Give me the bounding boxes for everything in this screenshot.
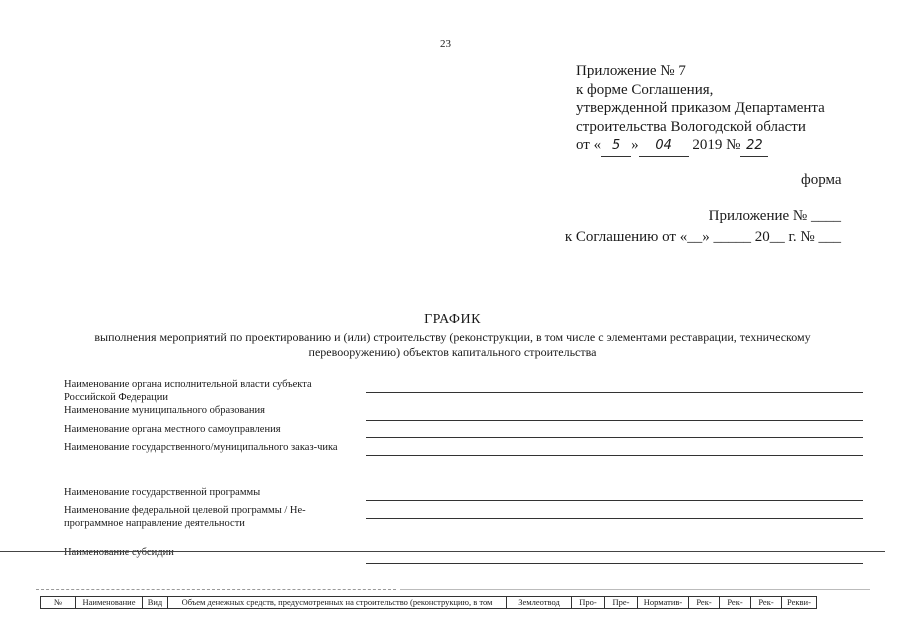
col-rekvi: Рекви-: [782, 597, 817, 609]
page-number: 23: [440, 38, 451, 50]
appendix-line-2: к форме Соглашения,: [576, 81, 714, 98]
col-normative: Норматив-: [638, 597, 689, 609]
date-day: 5: [601, 136, 631, 157]
scan-strike-line: [0, 551, 885, 552]
date-prefix: от «: [576, 137, 602, 153]
field-line-local-government[interactable]: [366, 437, 863, 438]
field-state-program: Наименование государственной программы: [64, 487, 261, 498]
field-customer: Наименование государственного/муниципального заказ-чика: [64, 442, 338, 453]
col-pro: Про-: [572, 597, 605, 609]
document-title: ГРАФИК: [424, 312, 481, 327]
agreement-appendix-line-1: Приложение № ____: [708, 208, 841, 224]
field-line-subsidy[interactable]: [366, 563, 863, 564]
field-line-executive-authority[interactable]: [366, 392, 863, 393]
appendix-date-line: [576, 136, 825, 157]
col-funding: Объем денежных средств, предусмотренных на строительство (реконструкцию, в том: [168, 597, 507, 609]
appendix-line-1: Приложение № 7: [576, 63, 686, 79]
agreement-appendix-line-2: к Соглашению от «__» _____ 20__ г. № ___: [564, 229, 841, 245]
col-rek-3: Рек-: [751, 597, 782, 609]
document-subtitle: выполнения мероприятий по проектированию и (или) строительству (реконструкции, в том числе с элементами реставрации, техническому перевооружению) объектов капитального строительства: [94, 330, 811, 359]
field-line-customer[interactable]: [366, 455, 863, 456]
col-rek-1: Рек-: [689, 597, 720, 609]
field-line-federal-program[interactable]: [366, 518, 863, 519]
col-rek-2: Рек-: [720, 597, 751, 609]
appendix-line-4: строительства Вологодской области: [576, 118, 806, 135]
date-mid: »: [631, 137, 639, 153]
field-line-state-program[interactable]: [366, 500, 863, 501]
field-municipality: Наименование муниципального образования: [64, 405, 265, 416]
appendix-block: [576, 62, 825, 157]
field-subsidy: Наименование субсидии: [64, 547, 174, 558]
col-type: Вид: [143, 597, 168, 609]
col-number: №: [41, 597, 76, 609]
field-executive-authority: Наименование органа исполнительной власти субъекта Российской Федерации: [64, 379, 312, 403]
scan-artifact-line-right: [400, 589, 870, 590]
table-header-row: [41, 597, 817, 609]
col-land: Землеотвод: [507, 597, 572, 609]
date-year: 2019 №: [692, 137, 741, 153]
form-label: форма: [801, 172, 842, 188]
schedule-table-header: [40, 596, 817, 609]
field-line-municipality[interactable]: [366, 420, 863, 421]
appendix-line-3: утвержденной приказом Департамента: [576, 100, 825, 116]
col-name: Наименование: [76, 597, 143, 609]
date-number: 22: [740, 136, 768, 157]
agreement-appendix: [565, 206, 841, 248]
field-local-government: Наименование органа местного самоуправления: [64, 424, 281, 435]
field-federal-program: Наименование федеральной целевой программы / Не-программное направление деятельности: [64, 505, 306, 529]
scan-artifact-line: [36, 589, 396, 590]
col-pre: Пре-: [605, 597, 638, 609]
date-month: 04: [639, 136, 689, 157]
